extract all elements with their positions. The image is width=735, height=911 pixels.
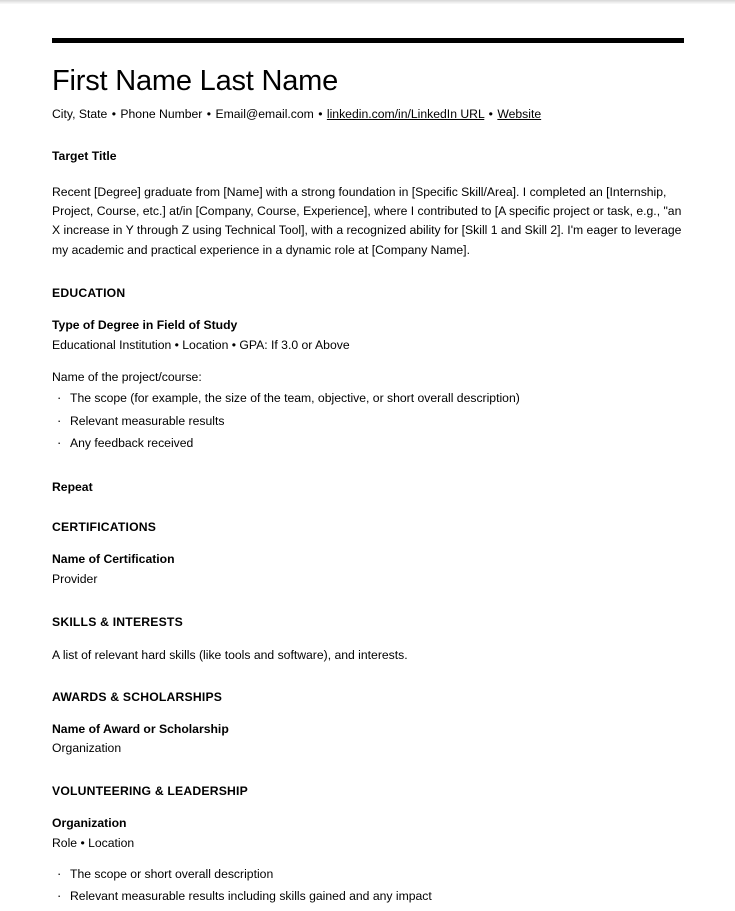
section-certifications bbox=[52, 520, 684, 588]
section-heading-certifications: CERTIFICATIONS bbox=[52, 520, 157, 535]
volunteering-entry bbox=[52, 815, 684, 906]
section-heading-volunteering: VOLUNTEERING & LEADERSHIP bbox=[52, 784, 248, 799]
award-name: Name of Award or Scholarship bbox=[52, 721, 229, 736]
summary-paragraph: Recent [Degree] graduate from [Name] with a strong foundation in [Specific Skill/Area]. I completed an [Internship, Project, Course, etc.] at/in [Company, Course, Experience], where I contributed to [A specific project or task, e.g., "an X increase in Y through Z using Technical Tool], with a recognized ability for [Skill 1 and Skill 2]. I'm eager to leverage my academic and practical experience in a dynamic role at [Company Name]. bbox=[52, 184, 682, 257]
education-entry bbox=[52, 317, 684, 494]
section-volunteering-leadership bbox=[52, 784, 684, 906]
resume-content bbox=[52, 38, 684, 911]
education-institution-line: Educational Institution • Location • GPA: If 3.0 or Above bbox=[52, 337, 350, 352]
resume-page bbox=[0, 4, 735, 904]
education-bullet-list bbox=[52, 390, 684, 453]
contact-separator: • bbox=[318, 107, 323, 122]
section-heading-education: EDUCATION bbox=[52, 286, 126, 300]
linkedin-link[interactable]: linkedin.com/in/LinkedIn URL bbox=[326, 107, 485, 122]
certification-entry bbox=[52, 551, 684, 588]
list-item: · Any feedback received bbox=[52, 435, 684, 453]
contact-email: Email@email.com bbox=[215, 107, 314, 122]
skills-text: A list of relevant hard skills (like tools and software), and interests. bbox=[52, 647, 408, 662]
certification-provider: Provider bbox=[52, 571, 98, 586]
list-item: · The scope or short overall description bbox=[52, 866, 684, 884]
contact-line bbox=[52, 106, 684, 122]
target-title: Target Title bbox=[52, 148, 117, 163]
section-awards-scholarships bbox=[52, 690, 684, 758]
website-link[interactable]: Website bbox=[497, 107, 542, 122]
contact-city-state: City, State bbox=[52, 107, 108, 122]
contact-phone: Phone Number bbox=[120, 107, 203, 122]
list-item: · Relevant measurable results including skills gained and any impact bbox=[52, 888, 684, 906]
list-item: · Relevant measurable results bbox=[52, 413, 684, 431]
education-repeat-label: Repeat bbox=[52, 480, 93, 495]
page-title: First Name Last Name bbox=[52, 65, 339, 97]
contact-separator: • bbox=[206, 107, 212, 122]
list-item: · The scope (for example, the size of the team, objective, or short overall description) bbox=[52, 390, 684, 408]
certification-name: Name of Certification bbox=[52, 552, 175, 567]
contact-separator: • bbox=[488, 107, 493, 122]
volunteering-organization: Organization bbox=[52, 816, 127, 831]
section-heading-awards: AWARDS & SCHOLARSHIPS bbox=[52, 689, 223, 704]
education-project-label: Name of the project/course: bbox=[52, 370, 202, 385]
volunteering-role-line: Role • Location bbox=[52, 835, 135, 850]
award-entry bbox=[52, 721, 684, 758]
section-education bbox=[52, 286, 684, 494]
volunteering-bullet-list bbox=[52, 866, 684, 906]
section-heading-skills: SKILLS & INTERESTS bbox=[52, 614, 183, 629]
education-degree: Type of Degree in Field of Study bbox=[52, 318, 238, 332]
section-skills-interests bbox=[52, 615, 684, 664]
header-accent-rule bbox=[52, 38, 684, 43]
contact-separator: • bbox=[111, 107, 116, 122]
award-organization: Organization bbox=[52, 741, 122, 756]
